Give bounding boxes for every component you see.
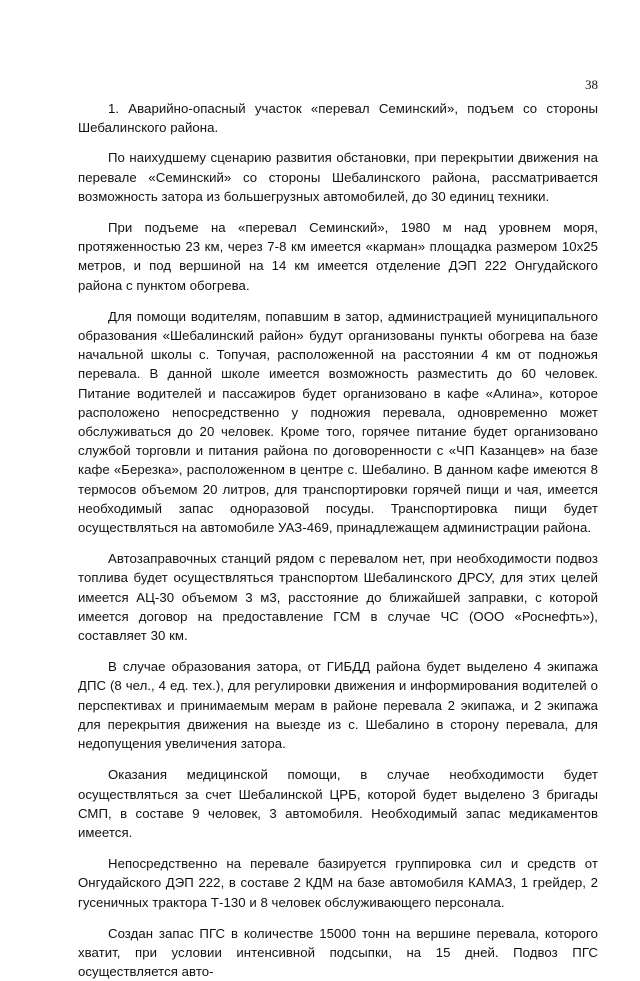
paragraph-traffic-police: В случае образования затора, от ГИБДД района будет выделено 4 экипажа ДПС (8 чел., 4 ед. тех.), для регулировки движения и информирования водителей о перспективах и принимаемым мерам в районе перевала 2 экипажа, и 2 экипажа для перекрытия движения на выезде из с. Шебалино в сторону перевала, для недопущения увеличения затора. — [78, 659, 598, 752]
paragraph-ascent-description: При подъеме на «перевал Семинский», 1980 м над уровнем моря, протяженностью 23 км, через 7-8 км имеется «карман» площадка размером 10х25 метров, и под вершиной на 14 км имеется отделение ДЭП 222 Онгудайского района с пунктом обогрева. — [78, 220, 598, 293]
paragraph-fuel-supply: Автозаправочных станций рядом с перевалом нет, при необходимости подвоз топлива будет осуществляться транспортом Шебалинского ДРСУ, для этих целей имеется АЦ-30 объемом 3 м3, расстояние до ближайшей заправки, с которой имеется договор на предоставление ГСМ в случае ЧС (ООО «Роснефть»), составляет 30 км. — [78, 551, 598, 644]
paragraph-driver-assistance: Для помощи водителям, попавшим в затор, администрацией муниципального образования «Шебалинский район» будут организованы пункты обогрева на базе начальной школы с. Топучая, расположенной на расстоянии 4 км от подножья перевала. В данной школе имеется возможность разместить до 60 человек. Питание водителей и пассажиров будет организовано в кафе «Алина», которое расположено непосредственно у подножия перевала, одновременно может обслуживаться до 20 человек. Кроме того, горячее питание будет организовано службой торговли и питания района по договоренности с «ЧП Казанцев» на базе кафе «Березка», расположенном в центре с. Шебалино. В данном кафе имеются 8 термосов объемом 20 литров, для транспортировки горячей пищи и чая, имеется необходимый запас одноразовой посуды. Транспортировка пищи будет осуществляться на автомобиле УАЗ-469, принадлежащем администрации района. — [78, 308, 598, 536]
page-number: 38 — [585, 77, 598, 92]
paragraph-section-heading: 1. Аварийно-опасный участок «перевал Семинский», подъем со стороны Шебалинского района. — [78, 101, 598, 136]
paragraph-gravel-reserve: Создан запас ПГС в количестве 15000 тонн на вершине перевала, которого хватит, при условии интенсивной подсыпки, на 15 дней. Подвоз ПГС осуществляется авто- — [78, 925, 598, 980]
document-body — [78, 99, 598, 981]
paragraph-worst-case-scenario: По наихудшему сценарию развития обстановки, при перекрытии движения на перевале «Семинский» со стороны Шебалинского района, рассматривается возможность затора из большегрузных автомобилей, до 30 единиц техники. — [78, 150, 598, 204]
paragraph-medical-aid: Оказания медицинской помощи, в случае необходимости будет осуществляться за счет Шебалинской ЦРБ, которой будет выделено 3 бригады СМП, в составе 9 человек, 3 автомобиля. Необходимый запас медикаментов имеется. — [78, 767, 598, 840]
paragraph-road-service-group: Непосредственно на перевале базируется группировка сил и средств от Онгудайского ДЭП 222, в составе 2 КДМ на базе автомобиля КАМАЗ, 1 грейдер, 2 гусеничных трактора Т-130 и 8 человек обслуживающего персонала. — [78, 856, 598, 910]
